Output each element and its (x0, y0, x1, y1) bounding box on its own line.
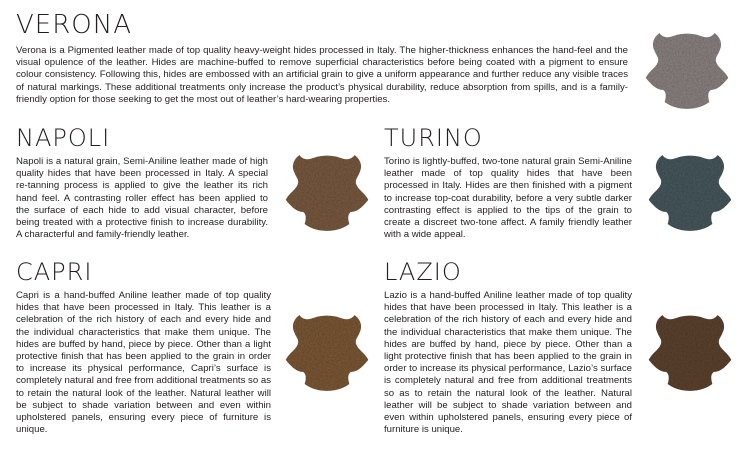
leather-description: Torino is lightly-buffed, two-tone natural grain Semi-Aniline leather made of top quality hides that have been processed in Italy. Hides are then finished with a pigment to increase top-coat durability, before a very subtle darker contrasting effect is applied to the tips of the grain to create a discreet two-tone affect. A family friendly leather with a wide appeal. (384, 156, 632, 241)
napoli-swatch-image (280, 150, 374, 236)
leather-title: TURINO (384, 124, 483, 152)
section-turino (384, 126, 632, 241)
section-capri (16, 260, 271, 436)
lazio-swatch-image (643, 310, 737, 396)
leather-description: Lazio is a hand-buffed Aniline leather made of top quality hides that have been processed in Italy. This leather is a celebration of the rich history of each and every hide and the individual characteristics that make them unique. The hides are buffed by hand, piece by piece. Other than a light protective finish that has been applied to the grain in order to increase its physical performance, Lazio’s surface is completely natural and free from additional treatments so as to retain the natural look of the leather. Natural leather will be subject to shade variation between and even within upholstered panels, ensuring every piece of furniture is unique. (384, 290, 632, 436)
section-lazio (384, 260, 632, 436)
section-napoli (16, 126, 268, 241)
verona-swatch-image (640, 28, 734, 114)
leather-title: NAPOLI (16, 124, 111, 152)
capri-swatch-image (280, 310, 374, 396)
turino-swatch-image (643, 150, 737, 236)
leather-title: VERONA (16, 10, 132, 40)
leather-description: Capri is a hand-buffed Aniline leather made of top quality hides that have been processed in Italy. This leather is a celebration of the rich history of each and every hide and the individual characteristics that make them unique. The hides are buffed by hand, piece by piece. Other than a light protective finish that has been applied to the grain in order to increase its physical performance, Capri’s surface is completely natural and free from additional treatments so as to retain the natural look of the leather. Natural leather will be subject to shade variation between and even within upholstered panels, ensuring every piece of furniture is unique. (16, 290, 271, 436)
leather-title: LAZIO (384, 258, 462, 286)
leather-description: Napoli is a natural grain, Semi-Aniline leather made of high quality hides that have been processed in Italy. A special re-tanning process is applied to give the leather its rich hand feel. A contrasting roller effect has been applied to the surface of each hide to add visual character, before being treated with a protective finish to increase durability. A characterful and family-friendly leather. (16, 156, 268, 241)
leather-title: CAPRI (16, 258, 93, 286)
leather-description: Verona is a Pigmented leather made of top quality heavy-weight hides processed in Italy. The higher-thickness enhances the hand-feel and the visual opulence of the leather. Hides are machine-buffed to remove superficial characteristics before being coated with a pigment to ensure colour consistency. Following this, hides are embossed with an artificial grain to give a uniform appearance and further reduce any visible traces of natural markings. These additional treatments only increase the product’s physical durability, reduce absorption from spills, and is a family-friendly option for those seeking to get the most out of leather’s hard-wearing properties. (16, 45, 628, 105)
section-verona (16, 12, 628, 106)
